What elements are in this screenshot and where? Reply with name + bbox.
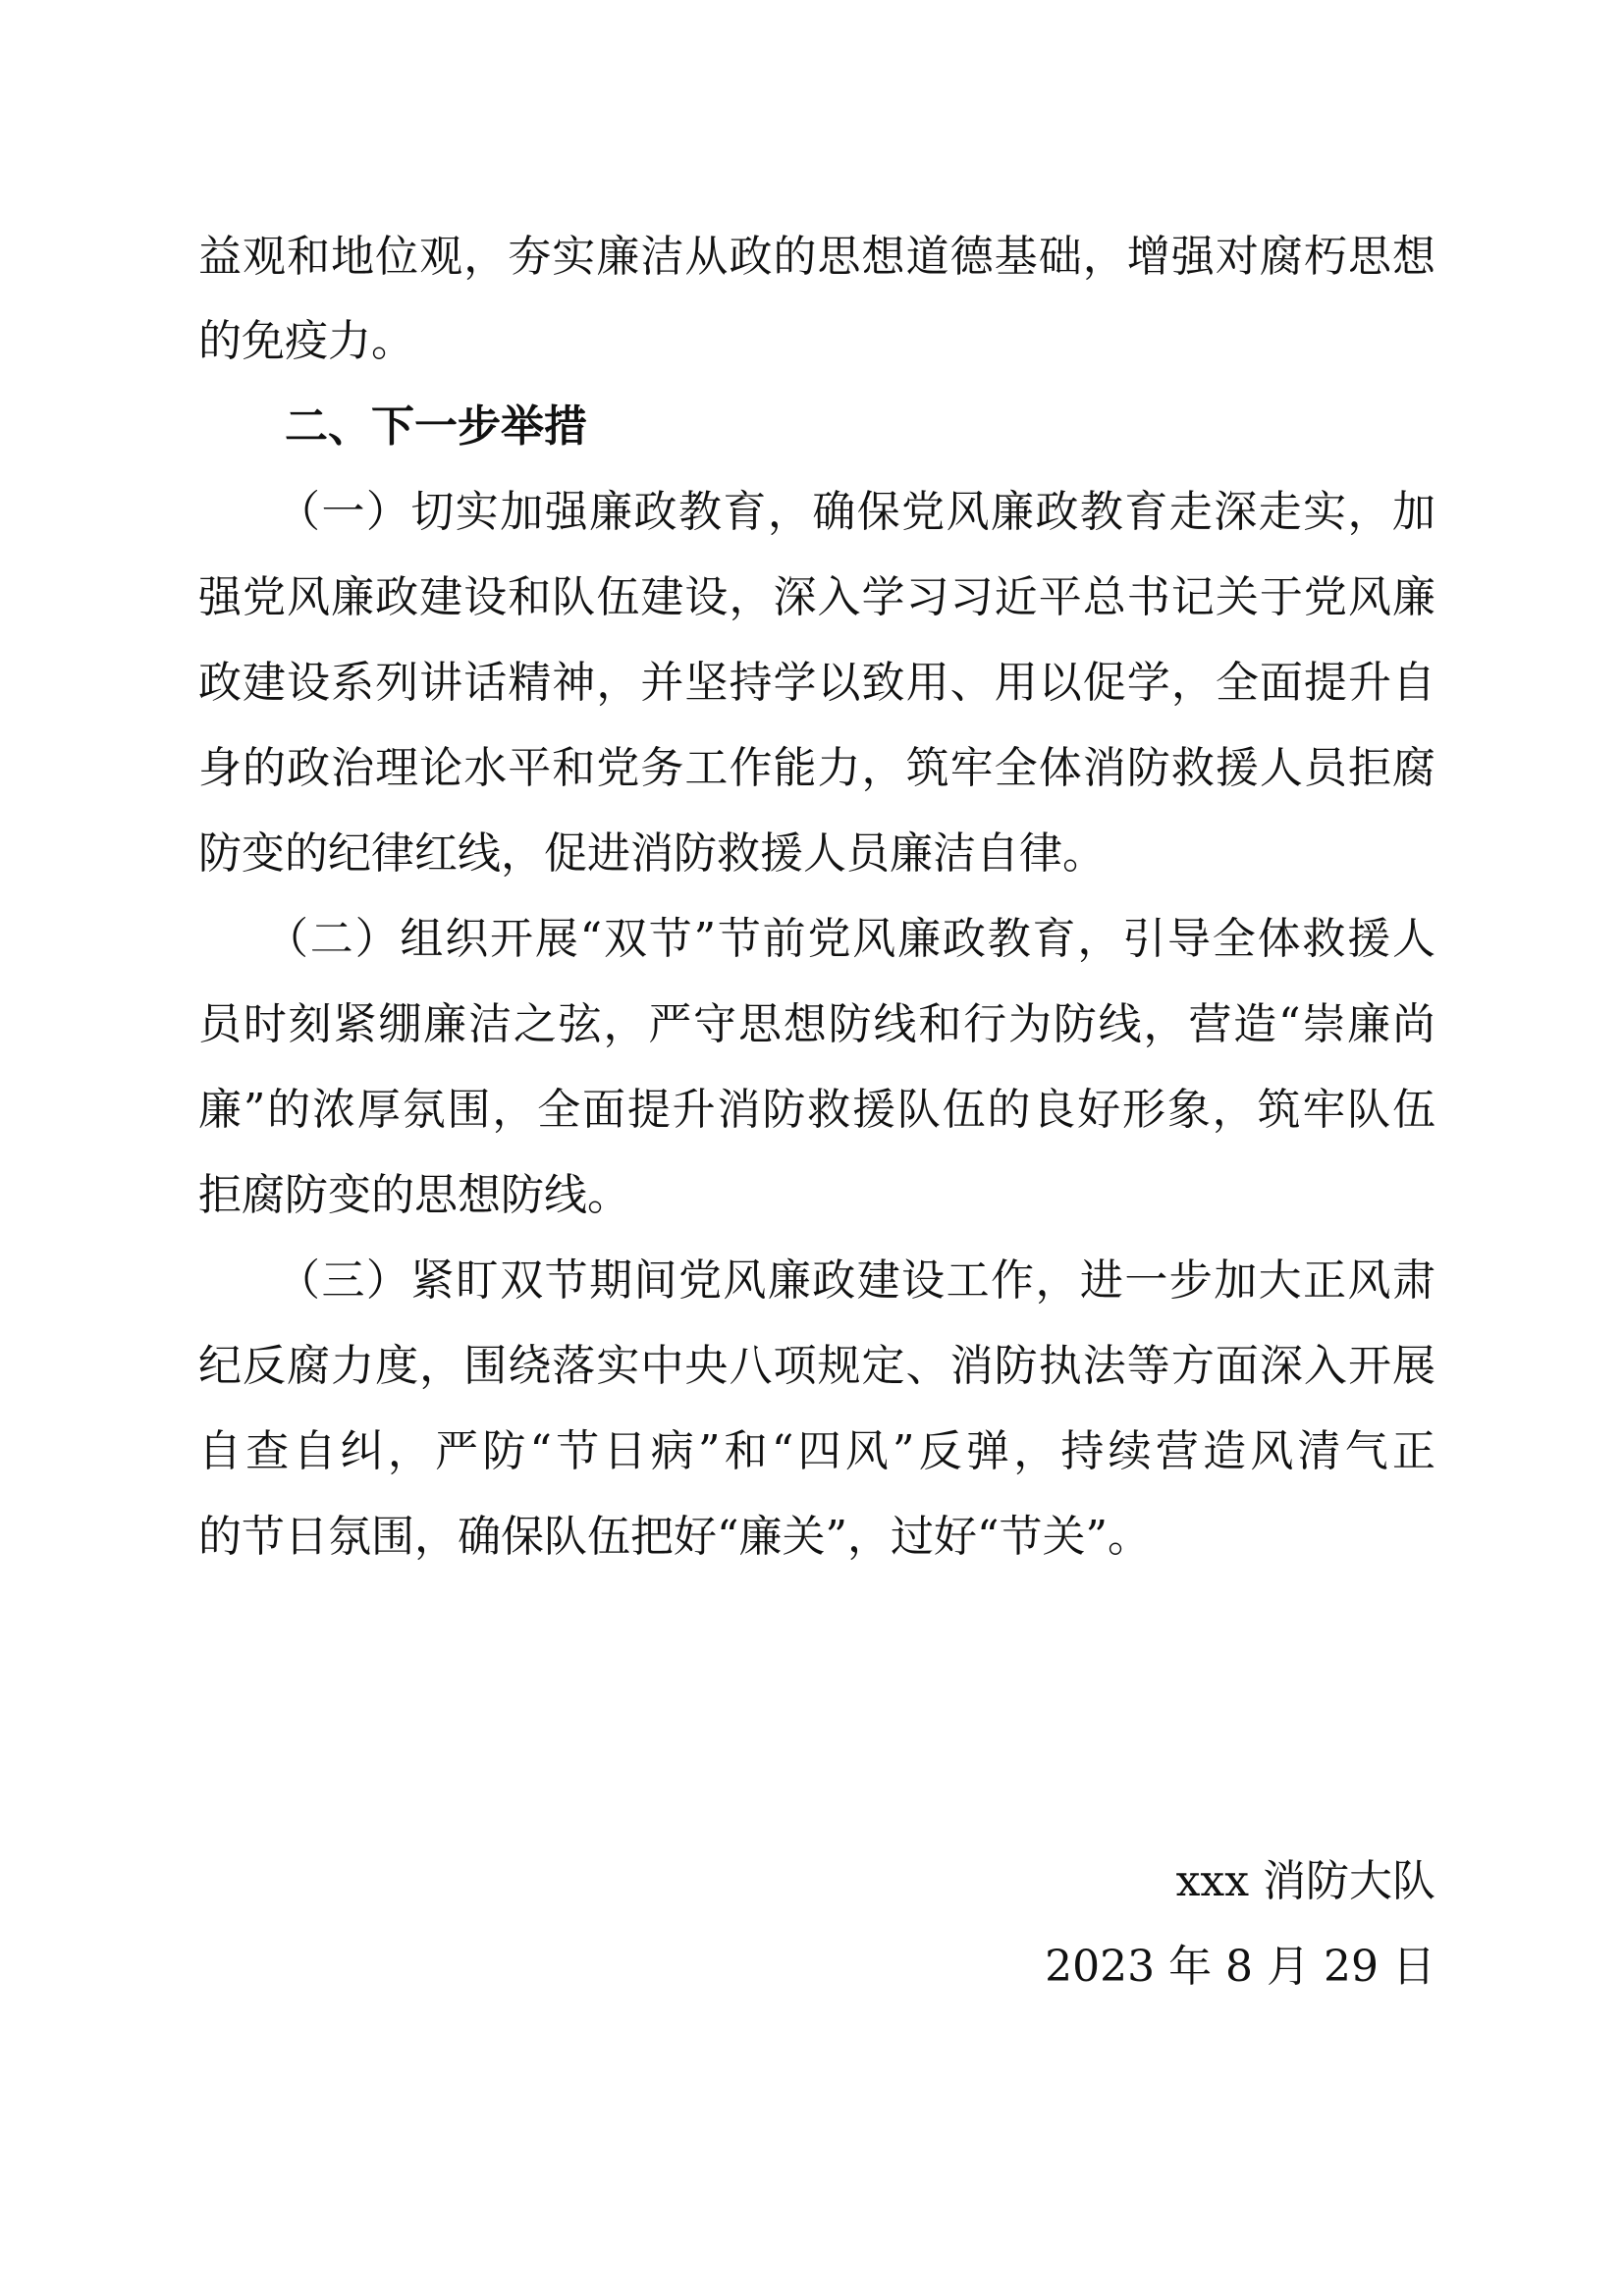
text-line: （二）组织开展“双节”节前党风廉政教育，引导全体救援人 <box>265 914 1435 964</box>
text-line: 纪反腐力度，围绕落实中央八项规定、消防执法等方面深入开展 <box>198 1341 1435 1391</box>
text-line: 廉”的浓厚氛围，全面提升消防救援队伍的良好形象，筑牢队伍 <box>198 1085 1435 1135</box>
section-heading: 二、下一步举措 <box>285 401 587 452</box>
text-line: 政建设系列讲话精神，并坚持学以致用、用以促学，全面提升自 <box>198 658 1435 708</box>
text-line: 益观和地位观，夯实廉洁从政的思想道德基础，增强对腐朽思想 <box>198 232 1435 282</box>
signature: xxx 消防大队 <box>1175 1856 1435 1906</box>
text-line: 员时刻紧绷廉洁之弦，严守思想防线和行为防线，营造“崇廉尚 <box>198 999 1435 1049</box>
text-line: 防变的纪律红线，促进消防救援人员廉洁自律。 <box>198 828 1106 879</box>
text-line: 强党风廉政建设和队伍建设，深入学习习近平总书记关于党风廉 <box>198 572 1435 622</box>
text-line: （三）紧盯双节期间党风廉政建设工作，进一步加大正风肃 <box>277 1255 1435 1306</box>
text-line: 身的政治理论水平和党务工作能力，筑牢全体消防救援人员拒腐 <box>198 743 1435 793</box>
text-line: 自查自纠，严防“节日病”和“四风”反弹，持续营造风清气正 <box>198 1426 1435 1476</box>
text-line: 拒腐防变的思想防线。 <box>198 1170 630 1220</box>
text-line: 的免疫力。 <box>198 316 414 366</box>
text-line: （一）切实加强廉政教育，确保党风廉政教育走深走实，加 <box>277 487 1435 537</box>
text-line: 的节日氛围，确保队伍把好“廉关”，过好“节关”。 <box>198 1512 1151 1562</box>
date: 2023 年 8 月 29 日 <box>1045 1942 1435 1992</box>
